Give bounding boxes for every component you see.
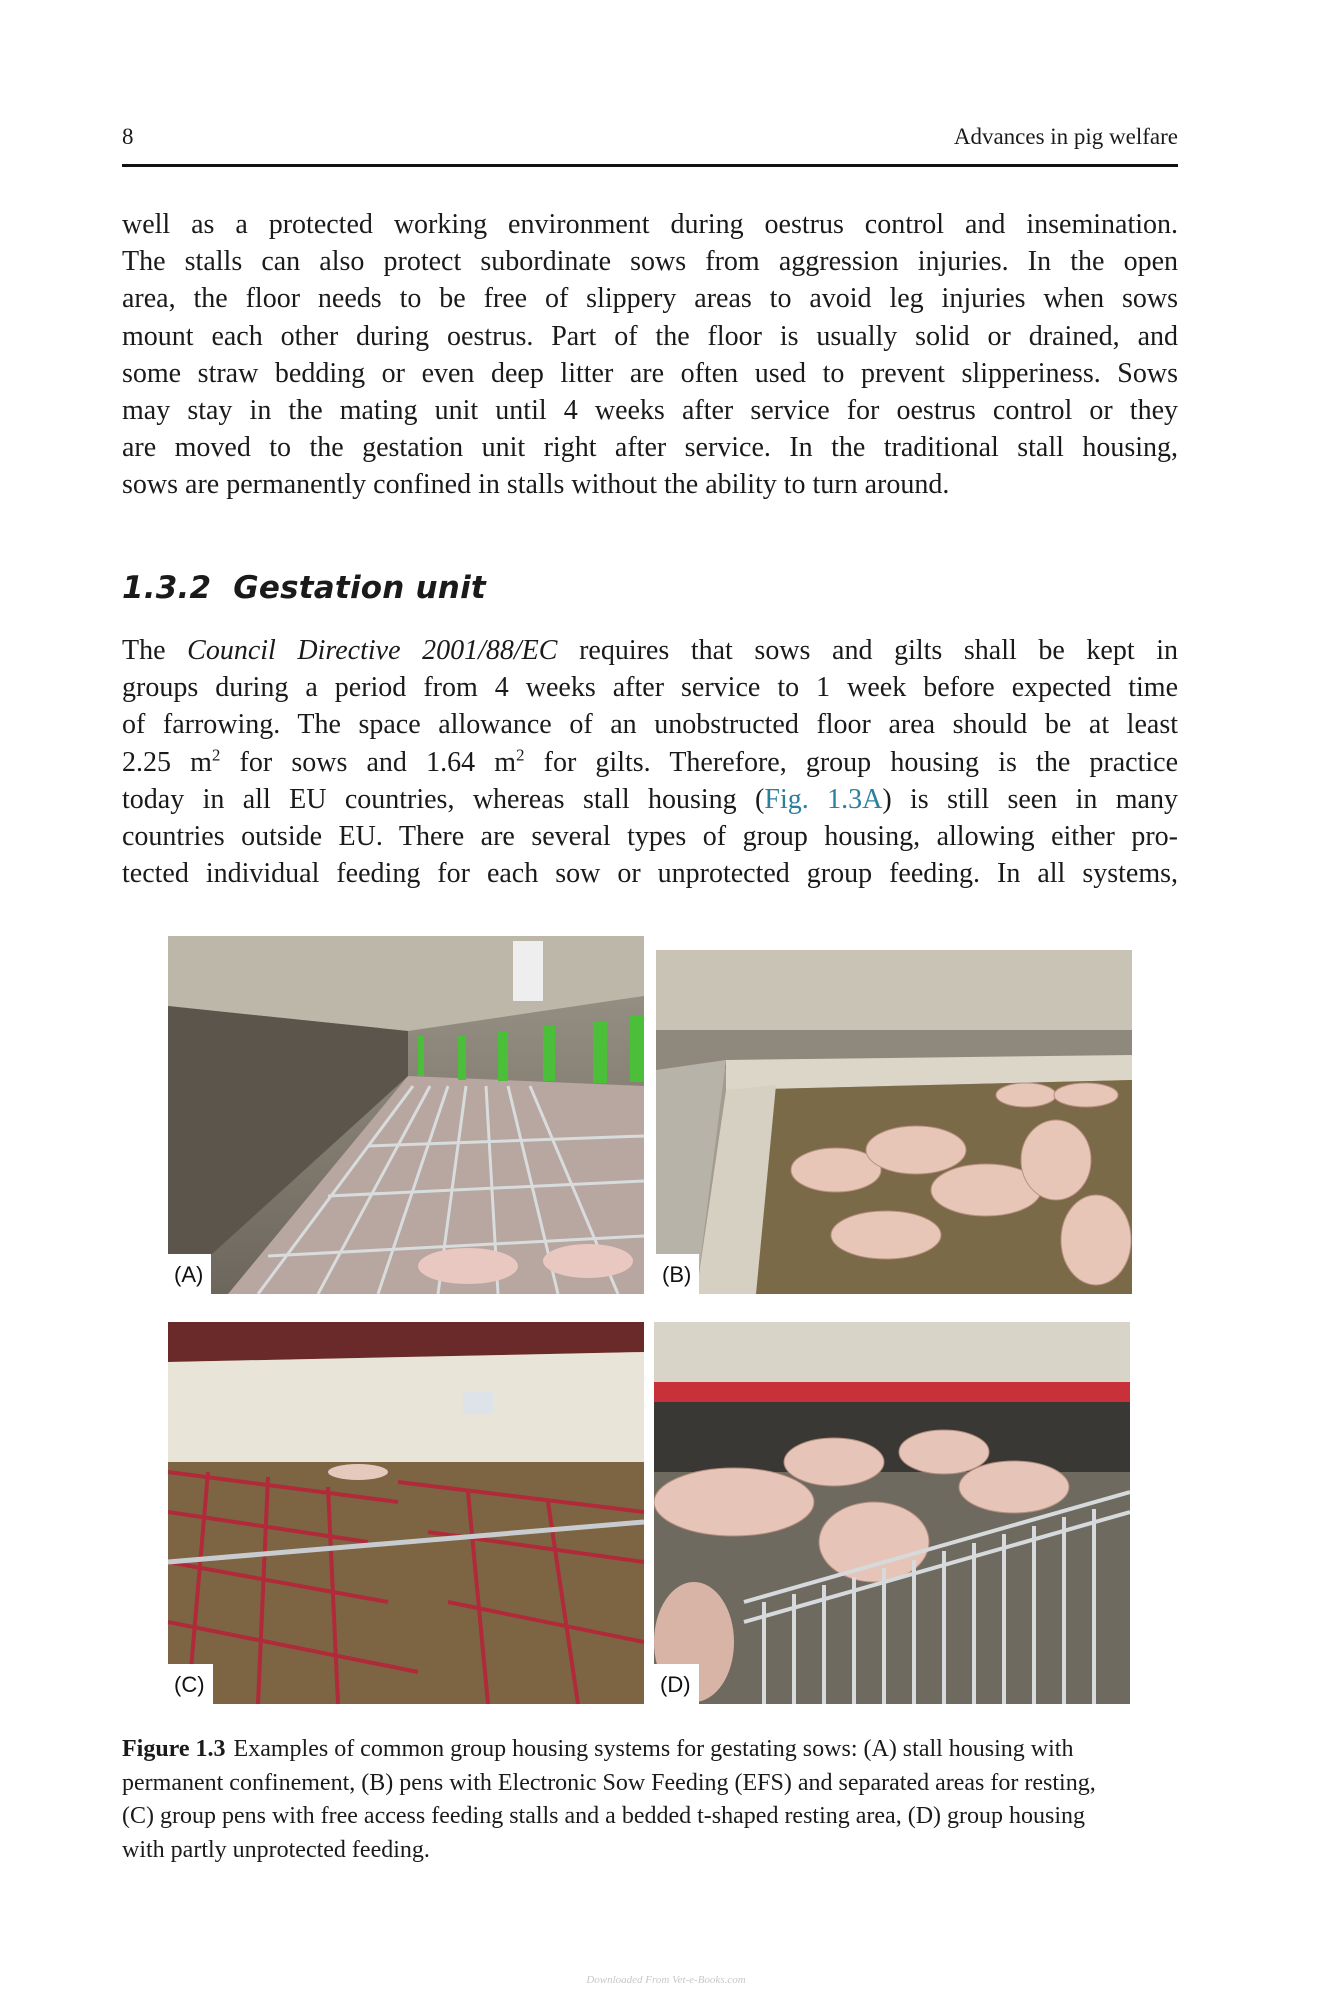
panel-label: (A) xyxy=(168,1254,211,1294)
text-line: mount each other during oestrus. Part of the floor is usually solid or drained, and xyxy=(122,320,1178,352)
directive-citation: Council Directive 2001/88/EC xyxy=(187,635,558,666)
panel-label: (C) xyxy=(168,1664,213,1704)
section-number: 1.3.2 xyxy=(122,570,212,606)
text-line: well as a protected working environment during oestrus control and insemination. xyxy=(122,209,1178,240)
figure-panel-b-esf-pens xyxy=(656,950,1132,1294)
figure-caption-text: Examples of common group housing systems for gestating sows: (A) stall housing with permanent confinement, (B) pens with Electronic Sow Feeding (EFS) and separated areas for resting, (C) group pens with free access feeding stalls and a bedded t-shaped resting area, (D) group housing with partly unprotected feeding. xyxy=(122,1736,1096,1863)
header-rule xyxy=(122,164,1178,167)
figure-caption xyxy=(122,1733,1132,1867)
panel-label: (D) xyxy=(654,1664,699,1704)
text-line: of farrowing. The space allowance of an unobstructed floor area should be at least xyxy=(122,709,1178,741)
figure-reference-link[interactable]: Fig. 1.3A xyxy=(764,783,883,815)
text-line: today in all EU countries, whereas stall housing (Fig. 1.3A) is still seen in many xyxy=(122,783,1178,815)
text-line: some straw bedding or even deep litter are often used to prevent slipperiness. Sows xyxy=(122,357,1178,389)
paragraph-mating-unit xyxy=(122,206,1178,504)
download-watermark: Downloaded From Vet-e-Books.com xyxy=(586,1974,746,1986)
text-line: 2.25 $m^2$ for sows and 1.64 $m^2$ for gilts. Therefore, group housing is the practice xyxy=(122,745,1179,778)
text-line: groups during a period from 4 weeks after service to 1 week before expected time xyxy=(122,672,1178,704)
figure-number: Figure 1.3 xyxy=(122,1736,226,1762)
section-heading xyxy=(122,570,486,606)
text-line: area, the floor needs to be free of slippery areas to avoid leg injuries when sows xyxy=(122,283,1178,315)
figure-panel-a-stall-housing xyxy=(168,936,644,1294)
page-number: 8 xyxy=(122,124,134,149)
text-line: sows are permanently confined in stalls without the ability to turn around. xyxy=(122,469,950,501)
figure-panel-c-free-access-stalls xyxy=(168,1322,644,1704)
text-line: The Council Directive 2001/88/EC requires that sows and gilts shall be kept in xyxy=(122,635,1178,666)
panel-label: (B) xyxy=(656,1254,699,1294)
text-line: countries outside EU. There are several types of group housing, allowing either pro- xyxy=(122,821,1178,853)
section-title: Gestation unit xyxy=(233,570,486,606)
running-title: Advances in pig welfare xyxy=(953,124,1178,149)
text-line: tected individual feeding for each sow or unprotected group feeding. In all systems, xyxy=(122,858,1178,890)
paragraph-gestation-unit xyxy=(122,632,1178,892)
text-line: are moved to the gestation unit right after service. In the traditional stall housing, xyxy=(122,432,1178,464)
figure-panel-d-unprotected-feeding xyxy=(654,1322,1130,1704)
text-line: The stalls can also protect subordinate sows from aggression injuries. In the open xyxy=(122,246,1178,278)
text-line: may stay in the mating unit until 4 weeks after service for oestrus control or they xyxy=(122,395,1178,427)
